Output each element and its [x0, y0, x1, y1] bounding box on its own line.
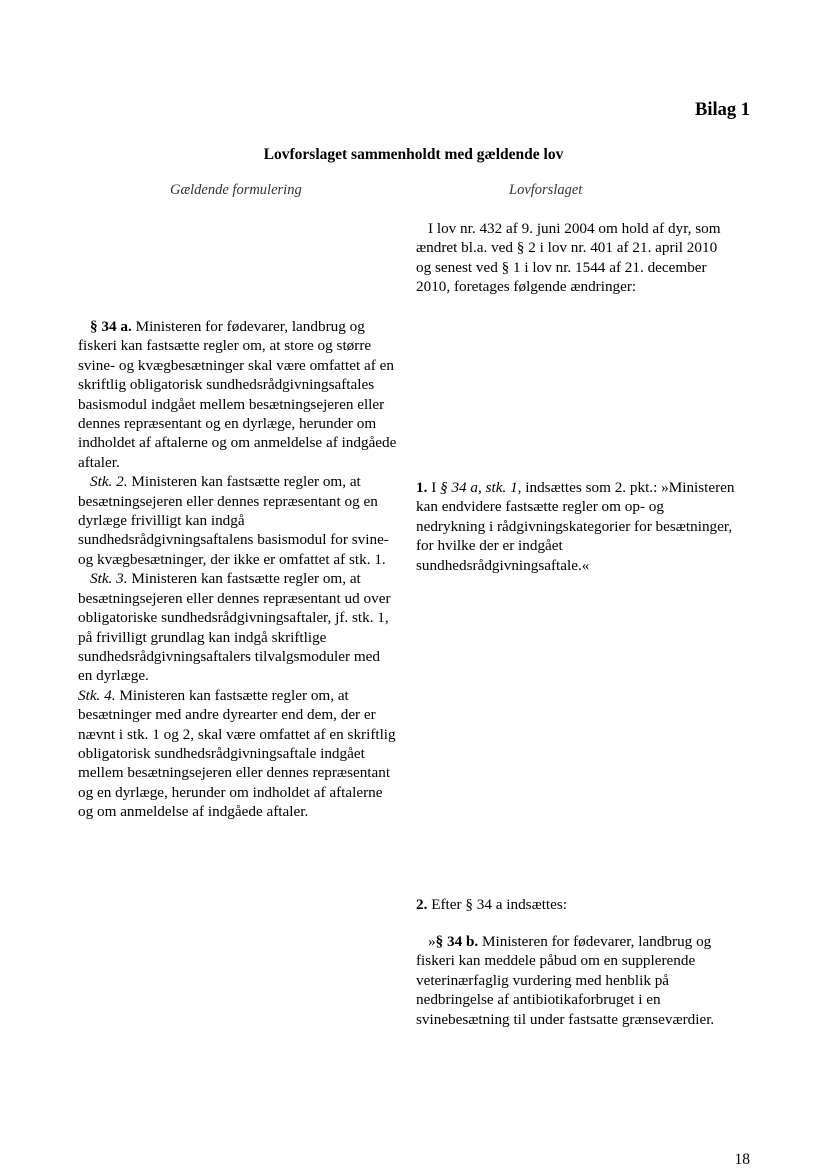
item1-pre: I: [431, 479, 437, 496]
left-column-heading: Gældende formulering: [170, 182, 302, 198]
item1-text: , indsættes som 2. pkt.: »Ministeren kan endvidere fastsætte regler om op- og nedrykning i rådgivningskategorier for besætninger, for hvilke der er indgået sundhedsrådgivningsaftale.«: [416, 479, 735, 574]
section-34a-stk3: [78, 569, 398, 685]
page-number: 18: [734, 1151, 750, 1168]
stk3-text: Ministeren kan fastsætte regler om, at besætningsejeren eller dennes repræsentant ud over obligatoriske sundhedsrådgivningsaftaler, jf. stk. 1, på frivilligt grundlag kan indgå skriftlige sundhedsrådgivningsaftalers tilvalgsmoduler med en dyrlæge.: [78, 570, 391, 685]
current-law-column: [78, 317, 398, 822]
section-34a-label: § 34 a.: [90, 318, 132, 335]
bill-item-1: [416, 478, 736, 575]
section-34a-stk2: [78, 472, 398, 569]
stk2-label: Stk. 2.: [90, 473, 128, 491]
section-34b-text: Ministeren for fødevarer, landbrug og fiskeri kan meddele påbud om en supplerende veterinærfaglig vurdering med henblik på nedbringelse af antibiotikaforbruget i en svinebesætning til under fastsatte grænseværdier.: [416, 933, 715, 1028]
right-column-heading: Lovforslaget: [509, 182, 583, 198]
section-34a-stk4: [78, 686, 398, 822]
item2-number: 2.: [416, 896, 428, 913]
item1-number: 1.: [416, 479, 428, 496]
stk2-text: Ministeren kan fastsætte regler om, at besætningsejeren eller dennes repræsentant og en dyrlæge frivilligt kan indgå sundhedsrådgivningsaftalens basismodul for svine- og kvægbesætninger, der ikke er omfattet af stk. 1.: [78, 473, 389, 568]
bill-intro: I lov nr. 432 af 9. juni 2004 om hold af dyr, som ændret bl.a. ved § 2 i lov nr. 401 af 21. april 2010 og senest ved § 1 i lov nr. 1544 af 21. december 2010, foretages følgende ændringer:: [416, 220, 721, 296]
item2-text: Efter § 34 a indsættes:: [431, 896, 568, 913]
section-34b-label: § 34 b.: [435, 933, 479, 950]
section-34b-open-quote: »: [428, 933, 436, 950]
stk4-text: Ministeren kan fastsætte regler om, at besætninger med andre dyrearter end dem, der er nævnt i stk. 1 og 2, skal være omfattet af en skriftlig obligatorisk sundhedsrådgivningsaftale indgået mellem besætningsejeren eller dennes repræsentant og en dyrlæge, herunder om indholdet af aftalerne og om anmeldelse af indgåede aftaler.: [78, 686, 396, 821]
section-34a-text: Ministeren for fødevarer, landbrug og fiskeri kan fastsætte regler om, at store og større svine- og kvægbesætninger skal være omfattet af en skriftlig obligatorisk sundhedsrådgivningsaftales basismodul indgået mellem besætningsejeren eller dennes repræsentant og en dyrlæge, herunder om indholdet af aftalerne og om anmeldelse af indgåede aftaler.: [78, 318, 397, 471]
section-34a: [78, 317, 398, 472]
stk3-label: Stk. 3.: [90, 570, 128, 588]
document-title: Lovforslaget sammenholdt med gældende lov: [263, 146, 564, 163]
section-34b: [416, 932, 736, 1029]
stk4-label: Stk. 4.: [78, 686, 116, 704]
bill-item-2: [416, 895, 736, 914]
appendix-label: Bilag 1: [695, 100, 750, 120]
item1-reference: § 34 a, stk. 1: [440, 479, 518, 496]
